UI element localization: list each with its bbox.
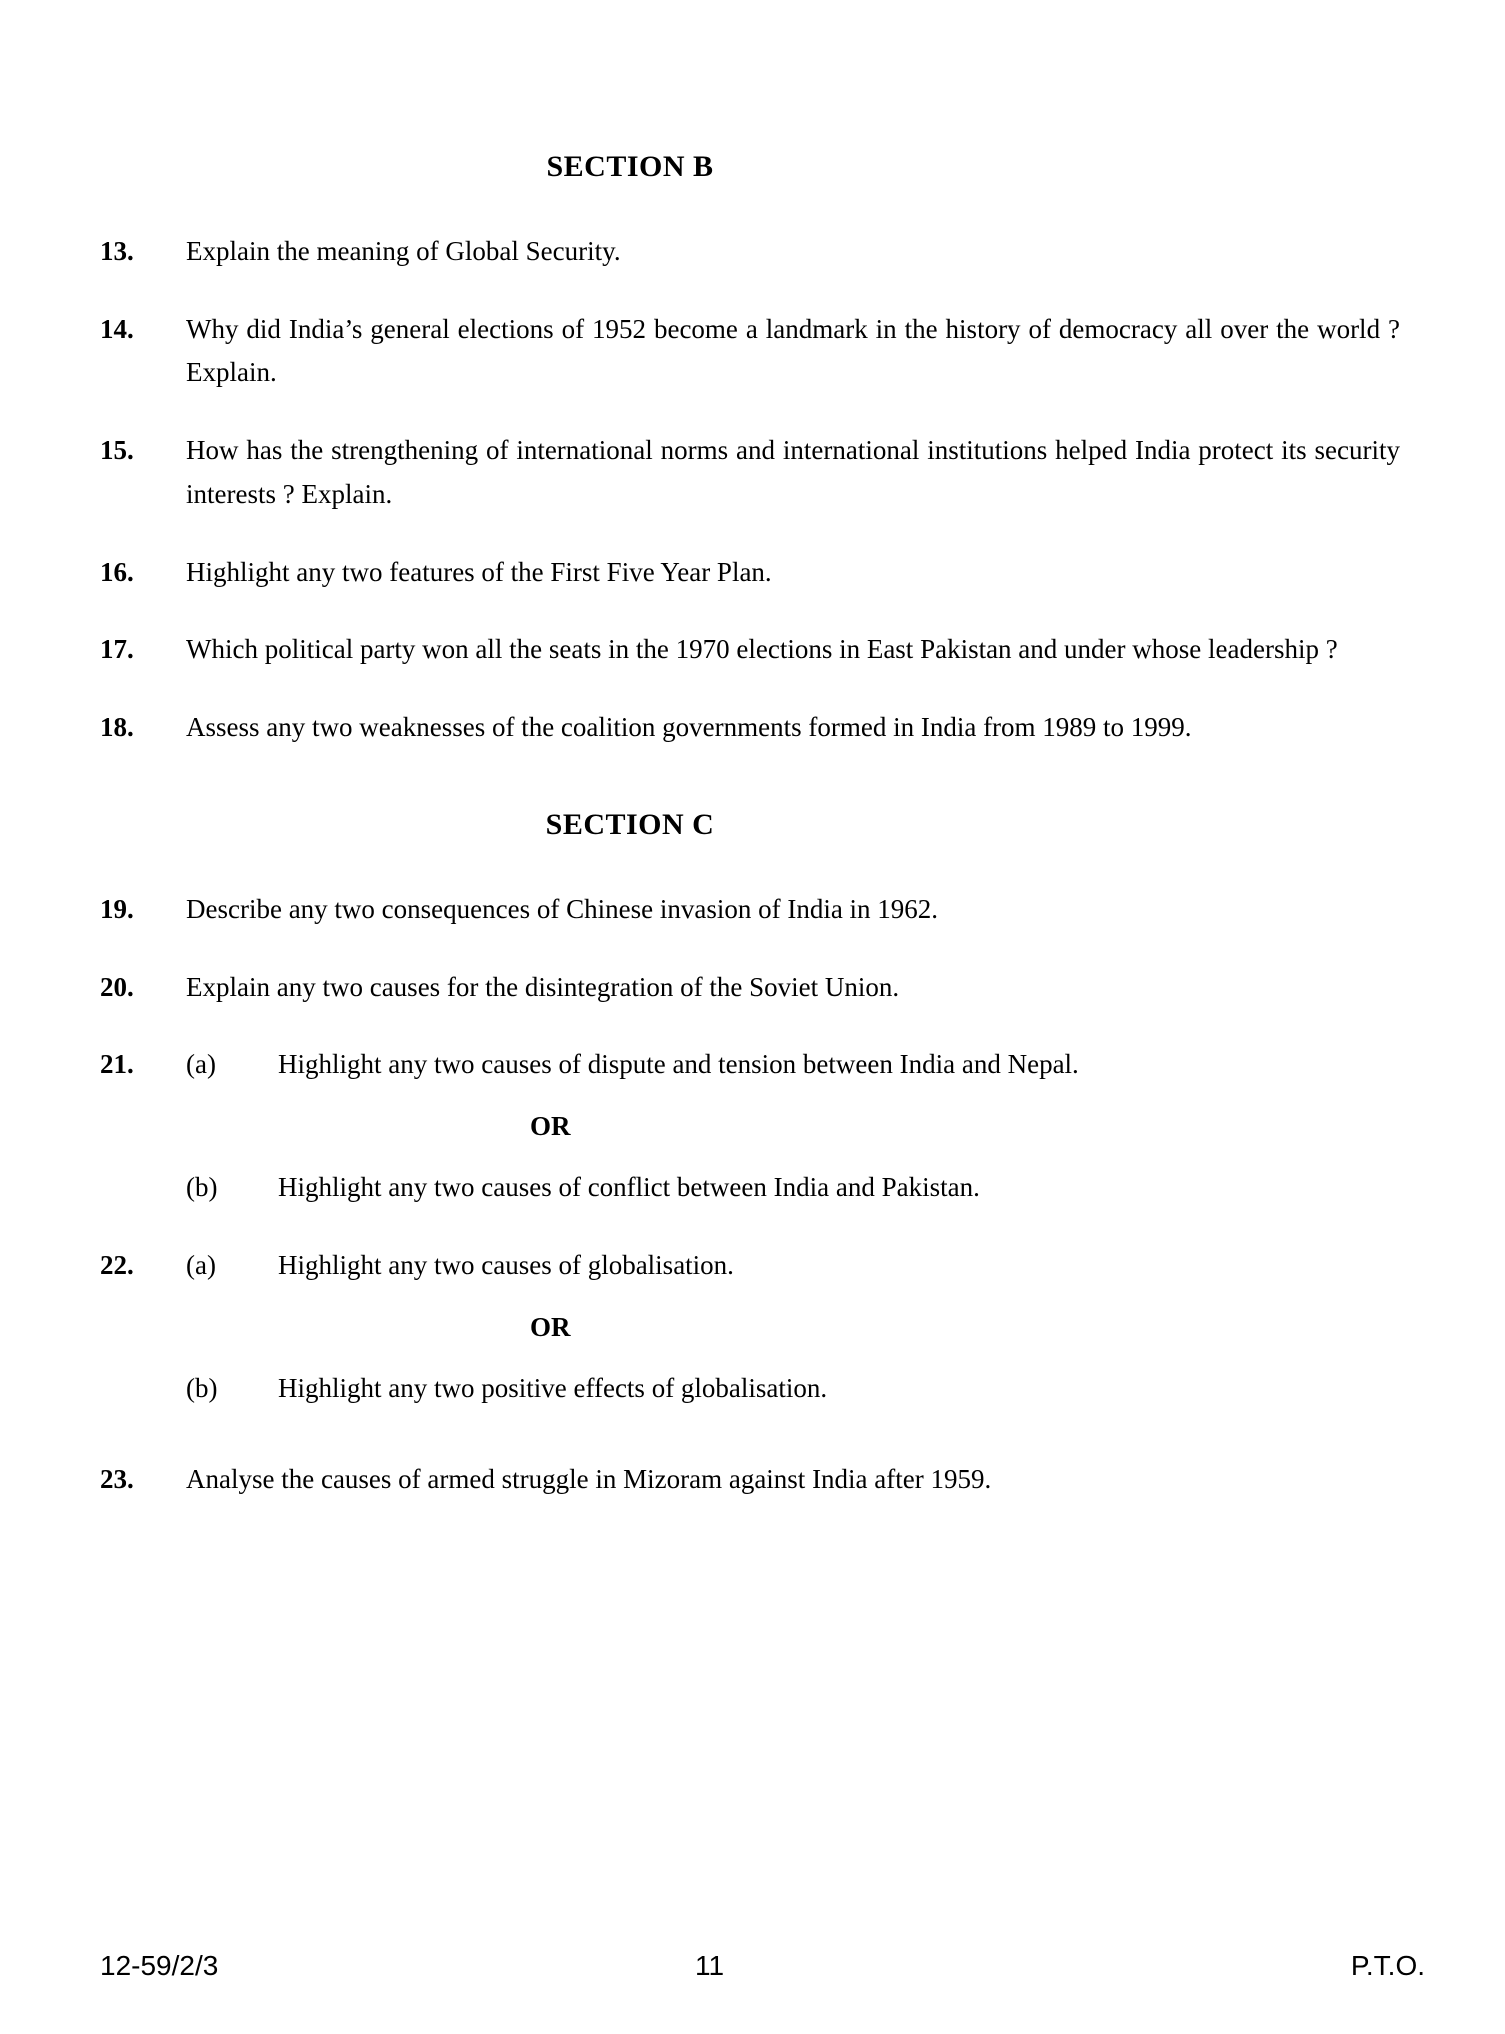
question-23-number: 23. bbox=[100, 1464, 134, 1495]
question-15-text: How has the strengthening of international norms and international institutions helped India protect its security interests ? Explain. bbox=[186, 435, 1400, 509]
question-18-number: 18. bbox=[100, 712, 134, 743]
question-18 bbox=[100, 706, 1400, 750]
question-19-number: 19. bbox=[100, 893, 134, 924]
question-21-option-a-label: (a) bbox=[186, 1049, 216, 1080]
page-content bbox=[100, 150, 1400, 1532]
question-19 bbox=[100, 888, 1400, 932]
page-turn-note: P.T.O. bbox=[1350, 1950, 1425, 1981]
question-14 bbox=[100, 308, 1400, 395]
question-22-option-a-label: (a) bbox=[186, 1249, 216, 1280]
section-c-heading: SECTION C bbox=[545, 807, 715, 841]
question-21-option-a bbox=[100, 1043, 1400, 1087]
question-21-option-b-text: Highlight any two causes of conflict between India and Pakistan. bbox=[278, 1172, 980, 1203]
question-22-option-b-label: (b) bbox=[186, 1372, 218, 1403]
question-21-option-b bbox=[100, 1166, 1400, 1210]
question-18-text: Assess any two weaknesses of the coalition governments formed in India from 1989 to 1999. bbox=[186, 712, 1192, 743]
page-number: 11 bbox=[695, 1950, 725, 1981]
section-b-heading: SECTION B bbox=[546, 150, 714, 183]
question-13-text: Explain the meaning of Global Security. bbox=[186, 236, 621, 266]
question-22-option-a bbox=[100, 1244, 1400, 1288]
question-23-text: Analyse the causes of armed struggle in Mizoram against India after 1959. bbox=[186, 1464, 992, 1495]
question-14-text: Why did India’s general elections of 1952 become a landmark in the history of democracy all over the world ? Explain. bbox=[186, 313, 1400, 388]
question-17-text: Which political party won all the seats in the 1970 elections in East Pakistan and under whose leadership ? bbox=[186, 634, 1338, 665]
question-21-or-separator: OR bbox=[530, 1111, 571, 1142]
question-13 bbox=[100, 230, 1400, 274]
question-22-option-b-text: Highlight any two positive effects of globalisation. bbox=[278, 1372, 828, 1403]
question-16-text: Highlight any two features of the First Five Year Plan. bbox=[186, 556, 772, 587]
question-22-option-b bbox=[100, 1367, 1400, 1411]
question-20 bbox=[100, 966, 1400, 1010]
question-15 bbox=[100, 429, 1400, 516]
question-15-number: 15. bbox=[100, 435, 134, 466]
question-22-or-separator: OR bbox=[530, 1311, 571, 1342]
question-20-text: Explain any two causes for the disintegration of the Soviet Union. bbox=[186, 971, 900, 1002]
question-22-option-a-text: Highlight any two causes of globalisation. bbox=[278, 1249, 734, 1280]
page-footer bbox=[100, 1950, 1425, 1982]
question-21-option-a-text: Highlight any two causes of dispute and tension between India and Nepal. bbox=[278, 1049, 1079, 1080]
question-19-text: Describe any two consequences of Chinese invasion of India in 1962. bbox=[186, 893, 939, 924]
question-17-number: 17. bbox=[100, 634, 134, 665]
question-20-number: 20. bbox=[100, 971, 134, 1002]
question-21-option-b-label: (b) bbox=[186, 1172, 218, 1203]
paper-code: 12-59/2/3 bbox=[100, 1950, 219, 1981]
question-16 bbox=[100, 551, 1400, 595]
question-22-number: 22. bbox=[100, 1249, 134, 1280]
question-13-number: 13. bbox=[100, 236, 134, 266]
question-23 bbox=[100, 1458, 1400, 1502]
question-14-number: 14. bbox=[100, 313, 134, 344]
question-21-number: 21. bbox=[100, 1049, 134, 1080]
question-17 bbox=[100, 628, 1400, 672]
question-16-number: 16. bbox=[100, 556, 134, 587]
